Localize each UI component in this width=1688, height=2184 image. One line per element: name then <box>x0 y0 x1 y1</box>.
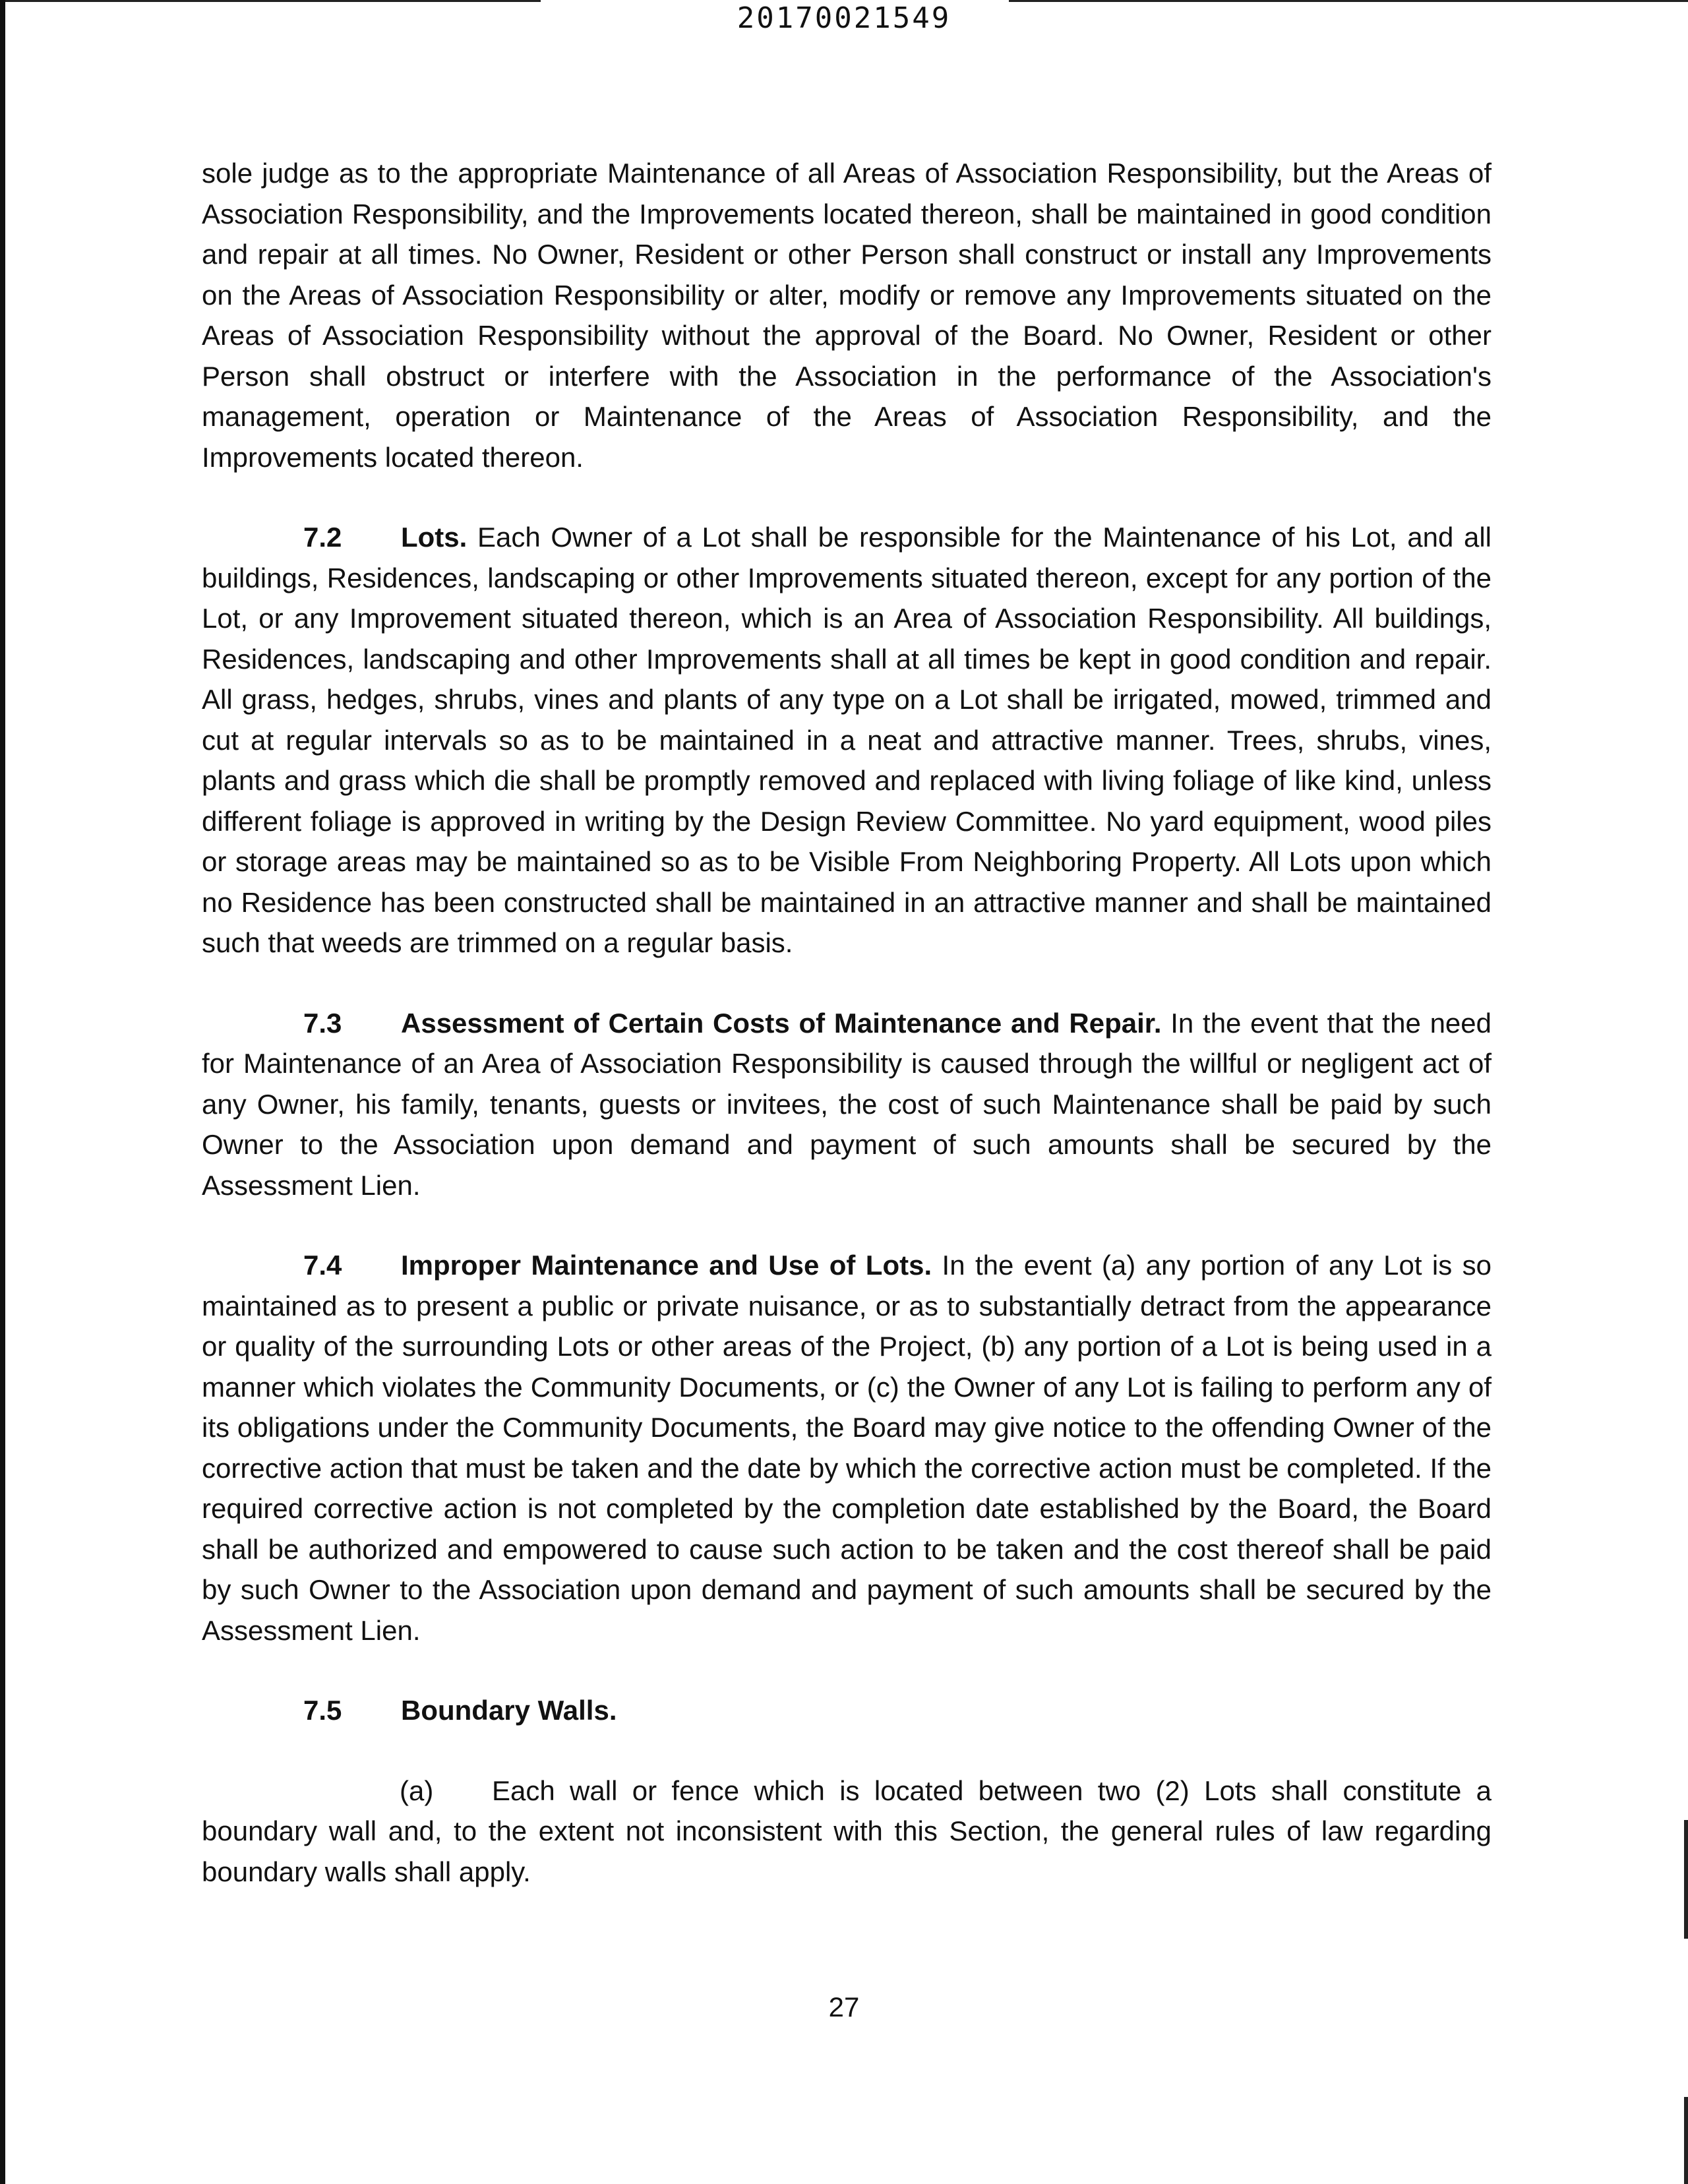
section-number: 7.5 <box>303 1695 342 1726</box>
section-7-4 <box>202 1245 1492 1651</box>
subsection-a <box>202 1771 1492 1893</box>
section-7-5 <box>202 1690 1492 1731</box>
section-text: Each Owner of a Lot shall be responsible for the Maintenance of his Lot, and all buildings, Residences, landscaping or other Improvements situated thereon, except for any portion of the Lot, or any Improvement situated thereon, which is an Area of Association Responsibility. All buildings, Residences, landscaping and other Improvements shall at all times be kept in good condition and repair. All grass, hedges, shrubs, vines and plants of any type on a Lot shall be irrigated, mowed, trimmed and cut at regular intervals so as to be maintained in a neat and attractive manner. Trees, shrubs, vines, plants and grass which die shall be promptly removed and replaced with living foliage of like kind, unless different foliage is approved in writing by the Design Review Committee. No yard equipment, wood piles or storage areas may be maintained so as to be Visible From Neighboring Property. All Lots upon which no Residence has been constructed shall be maintained in an attractive manner and shall be maintained such that weeds are trimmed on a regular basis. <box>202 522 1492 958</box>
document-body <box>202 153 1492 1892</box>
page-number: 27 <box>828 1991 860 2022</box>
section-7-2 <box>202 517 1492 963</box>
section-title: Boundary Walls. <box>401 1695 617 1726</box>
scan-border-right-upper <box>1684 1820 1688 1939</box>
scan-border-left <box>0 0 5 2184</box>
section-number: 7.4 <box>303 1250 342 1281</box>
continuation-paragraph: sole judge as to the appropriate Maintenance of all Areas of Association Responsibility, but the Areas of Association Responsibility, and the Improvements located thereon, shall be maintained in good condition and repair at all times. No Owner, Resident or other Person shall construct or install any Improvements on the Areas of Association Responsibility or alter, modify or remove any Improvements situated on the Areas of Association Responsibility without the approval of the Board. No Owner, Resident or other Person shall obstruct or interfere with the Association in the performance of the Association's management, operation or Maintenance of the Areas of Association Responsibility, and the Improvements located thereon. <box>202 158 1492 473</box>
section-text: In the event that the need for Maintenance of an Area of Association Responsibility is caused through the willful or negligent act of any Owner, his family, tenants, guests or invitees, the cost of such Maintenance shall be paid by such Owner to the Association upon demand and payment of such amounts shall be secured by the Assessment Lien. <box>202 1007 1492 1201</box>
subsection-label: (a) <box>400 1774 434 1806</box>
section-title: Lots. <box>401 522 467 553</box>
section-text: In the event (a) any portion of any Lot is so maintained as to present a public or private nuisance, or as to substantially detract from the appearance or quality of the surrounding Lots or other areas of the Project, (b) any portion of a Lot is being used in a manner which violates the Community Documents, or (c) the Owner of any Lot is failing to perform any of its obligations under the Community Documents, the Board may give notice to the offending Owner of the corrective action that must be taken and the date by which the corrective action must be completed. If the required corrective action is not completed by the completion date established by the Board, the Board shall be authorized and empowered to cause such action to be taken and the cost thereof shall be paid by such Owner to the Association upon demand and payment of such amounts shall be secured by the Assessment Lien. <box>202 1250 1492 1646</box>
subsection-text: Each wall or fence which is located between two (2) Lots shall constitute a boundary wall and, to the extent not inconsistent with this Section, the general rules of law regarding boundary walls shall apply. <box>202 1774 1492 1887</box>
scan-border-right-lower <box>1684 2097 1688 2184</box>
section-7-3 <box>202 1003 1492 1206</box>
section-title: Assessment of Certain Costs of Maintenance and Repair. <box>401 1007 1162 1039</box>
recording-number: 20170021549 <box>737 1 951 35</box>
section-number: 7.2 <box>303 522 342 553</box>
section-title: Improper Maintenance and Use of Lots. <box>401 1250 932 1281</box>
section-number: 7.3 <box>303 1007 342 1039</box>
